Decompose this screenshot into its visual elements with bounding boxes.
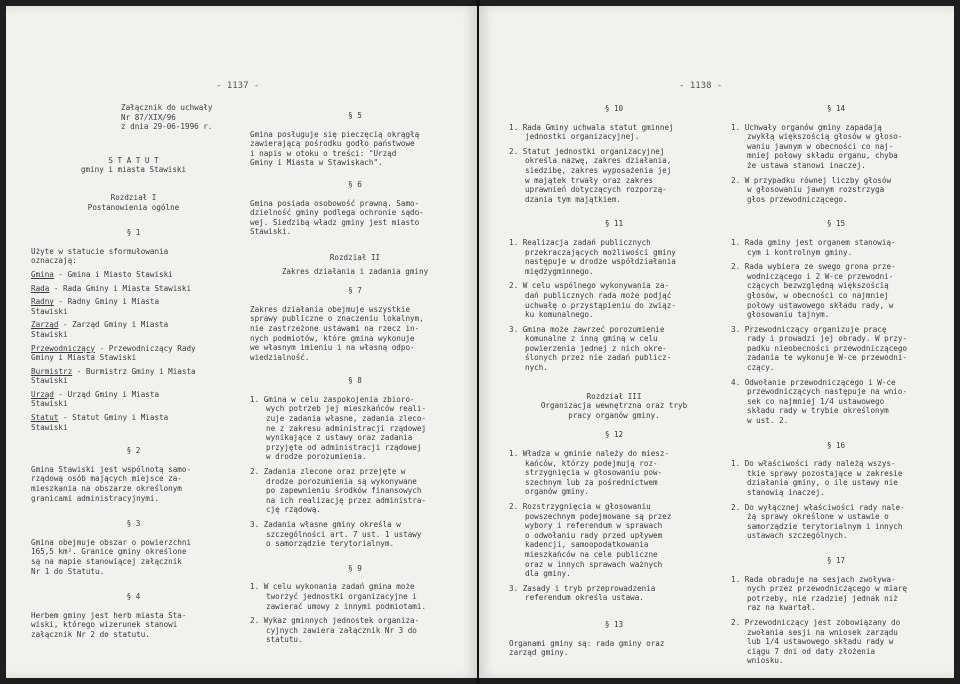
definition-3 [31, 320, 236, 339]
annex-note: Załącznik do uchwały Nr 87/XIX/96 z dnia 29-06-1996 r. [121, 103, 213, 132]
statute-subtitle: gminy i miasta Stawiski [80, 165, 187, 175]
definition-term: Rada [31, 283, 50, 293]
definition-meaning: - Gmina i Miasto Stawiski [53, 269, 173, 279]
definition-meaning: - Radny Gminy i Miasta [53, 297, 160, 307]
list-item: 2. Rada wybiera ze swego grona prze- wodniczącego i 2 W-ce przewodni- czących bezwzględną większością głosów, w obecności co najmniej połowy ustawowego składu rady, w głosowaniu tajnym. [731, 262, 896, 320]
list-item: 2. Zadania zlecone oraz przejęte w drodze porozumienia są wykonywane po zapewnieniu środków finansowych na ich realizację przez administra- cję rządową. [250, 467, 427, 515]
section-4: § 4 [126, 592, 141, 602]
definition-7 [31, 413, 236, 432]
column-4 [731, 104, 941, 671]
section-10-items [509, 123, 719, 205]
list-item: 2. W przypadku równej liczby głosów w głosowaniu jawnym rozstrzyga głos przewodniczącego. [731, 175, 892, 204]
definition-5 [31, 367, 236, 386]
section-13: § 13 [604, 619, 624, 629]
section-16: § 16 [826, 440, 846, 450]
section-3: § 3 [126, 519, 141, 529]
section-15: § 15 [826, 219, 846, 229]
section-8-items [250, 395, 460, 549]
section-13-text: Organami gminy są: rada gminy oraz zarząd gminy. [509, 638, 665, 658]
definition-term: Gmina [31, 269, 54, 279]
chapter-title: Zakres działania i zadania gminy [281, 266, 429, 276]
definition-meaning: Stawiski [31, 329, 68, 339]
section-17: § 17 [826, 555, 846, 565]
list-item: 2. Wykaz gminnych jednostek organiza- cyjnych zawiera załącznik Nr 3 do statutu. [250, 616, 420, 645]
chapter-title-line-2: pracy organów gminy. [568, 410, 660, 420]
definition-meaning: Stawiski [31, 376, 68, 386]
section-4-text: Herbem gminy jest herb miasta Sta- wiski, którego wizerunek stanowi załącznik Nr 2 do statutu. [31, 610, 187, 639]
chapter-title: Postanowienia ogólne [87, 202, 180, 212]
definition-meaning: Stawiski [31, 422, 68, 432]
section-12-items [509, 449, 719, 603]
left-page [6, 6, 477, 678]
definition-term: Burmistrz [31, 366, 73, 376]
list-item: 1. Rada gminy jest organem stanowią- cym i kontrolnym gminy. [731, 237, 896, 257]
section-11-items [509, 238, 719, 373]
section-5: § 5 [348, 111, 362, 120]
section-9-items [250, 582, 460, 645]
list-item: 1. Uchwały organów gminy zapadają zwykłą większością głosów w głoso- waniu jawnym w obecności co naj- mniej połowy składu organu, chyba że ustawa stanowi inaczej. [731, 122, 903, 170]
definition-meaning: - Urząd Gminy i Miasta [53, 389, 160, 399]
section-12: § 12 [604, 430, 624, 440]
column-3 [509, 104, 719, 658]
section-15-items [731, 238, 941, 426]
definition-4 [31, 344, 236, 363]
list-item: 3. Zasady i tryb przeprowadzenia referendum określa ustawa. [509, 583, 656, 603]
right-page [479, 6, 954, 678]
column-1: Załącznik do uchwały Nr 87/XIX/96 z dnia 29-06-1996 r. S T A T U T gminy i miasta Stawiski Rozdział I Postanowienia ogólne § 1 Użyte w statucie sformułowania oznaczają: Gmina - Gmina i Miasto Stawiski Rada - Rada Gminy i Miasta Stawiski Radny - Radny Gminy i Miasta Stawiski Zarząd - Zarząd Gminy i Miasta Stawiski Przewodniczący - Przewodniczący Rady Gminy i Miasta Stawiski Burmistrz - Burmistrz Gminy i Miasta Stawiski Urząd - Urząd Gminy i Miasta Stawiski Statut - Statut Gminy i Miasta Stawiski § 2 Gmina Stawiski jest wspólnotą samo- rządową osób mających miejsce za- mieszkania na obszarze określonym granicami administracyjnymi. § 3 Gmina obejmuje obszar o powierzchni 165,5 km². Granice gminy określone są na mapie stanowiącej załącznik Nr 1 do Statutu. § 4 Herbem gminy jest herb miasta Sta- wiski, którego wizerunek stanowi załącznik Nr 2 do statutu. [31, 103, 236, 640]
section-6-text: Gmina posiada osobowość prawną. Samo- dzielność gminy podlega ochronie sądo- wej. Siedzibą władz gminy jest miasto Stawiski. [250, 198, 424, 237]
section-8: § 8 [348, 376, 362, 386]
section-2-text: Gmina Stawiski jest wspólnotą samo- rządową osób mających miejsce za- mieszkania na obszarze określonym granicami administracyjnymi. [31, 464, 192, 503]
section-17-items [731, 575, 941, 666]
list-item: 3. Zadania własne gminy określa w szczególności art. 7 ust. 1 ustawy o samorządzie terytorialnym. [250, 520, 422, 549]
list-item: 1. Gmina w celu zaspokojenia zbioro- wych potrzeb jej mieszkańców reali- zuje zadania własne, zadania zleco- ne z zakresu administracji rządowej wynikające z ustawy oraz zadania przyjęte od administracji rządowej w drodze porozumienia. [250, 394, 427, 462]
list-item: 2. Do wyłącznej właściwości rady nale- żą sprawy określone w ustawie o samorządzie terytorialnym i innych ustawach szczególnych. [731, 502, 905, 541]
section-10: § 10 [604, 104, 624, 113]
section-9: § 9 [348, 563, 362, 573]
definition-meaning: - Rada Gminy i Miasta Stawiski [49, 283, 192, 293]
definition-2 [31, 297, 236, 316]
chapter-heading: Rozdział I [110, 192, 157, 202]
chapter-heading: Rozdział II [329, 252, 381, 262]
section-2: § 2 [126, 446, 141, 456]
list-item: 2. Statut jednostki organizacyjnej określa nazwę, zakres działania, siedzibę, zakres wyposażenia jej w majątek trwały oraz zakres uprawnień dotyczących rozporzą- dzania tym majątkiem. [509, 146, 672, 204]
section-1: § 1 [126, 228, 141, 238]
list-item: 1. Władza w gminie należy do miesz- kańców, którzy podejmują roz- strzygnięcia w głosowaniu pow- szechnym lub za pośrednictwem organów gminy. [509, 449, 670, 497]
statute-title: S T A T U T [108, 155, 159, 165]
definition-6 [31, 390, 236, 409]
list-item: 1. Realizacja zadań publicznych przekraczających możliwości gminy następuje w drodze współdziałania międzygminnego. [509, 237, 676, 276]
list-item: 3. Przewodniczący organizuje pracę rady i prowadzi jej obrady. W przy- padku nieobecności przewodniczącego zadania te wykonuje W-ce przewodni- czący. [731, 324, 908, 373]
definition-meaning: - Przewodniczący Rady [95, 343, 196, 353]
definition-meaning: Stawiski [31, 399, 68, 409]
section-14: § 14 [826, 104, 846, 113]
list-item: 1. Do właściwości rady należą wszys- tkie sprawy pozostające w zakresie działania gminy, o ile ustawy nie stanowią inaczej. [731, 459, 903, 497]
list-item: 2. W celu wspólnego wykonywania za- dań publicznych rada może podjąć uchwałę o przystąpieniu do związ- ku komunalnego. [509, 281, 676, 320]
section-5-text: Gmina posługuje się pieczęcią okrągłą zawierającą pośrodku godło państwowe i napis w otoku o treści: "Urząd Gminy i Miasta w Stawiskach". [250, 129, 420, 168]
list-item: 3. Gmina może zawrzeć porozumienie komunalne z inną gminą w celu powierzenia jednej z nich okre- ślonych przez nie zadań publicz- nych. [509, 324, 672, 373]
definition-term: Zarząd [31, 320, 59, 330]
chapter-heading: Rozdział III [586, 391, 642, 401]
list-item: 2. Przewodniczący jest zobowiązany do zwołania sesji na wniosek zarządu lub 1/4 ustawowego składu rady w ciągu 7 dni od daty złożenia wniosku. [731, 617, 901, 666]
column-2 [250, 111, 460, 650]
definition-0 [31, 270, 236, 280]
section-11: § 11 [604, 219, 624, 229]
definition-meaning: - Burmistrz Gminy i Miasta [72, 366, 196, 376]
section-3-text: Gmina obejmuje obszar o powierzchni 165,5 km². Granice gminy określone są na mapie stanowiącej załącznik Nr 1 do Statutu. [31, 537, 192, 576]
list-item: 1. Rada Gminy uchwala statut gminnej jednostki organizacyjnej. [509, 122, 674, 142]
section-16-items [731, 459, 941, 541]
definition-term: Radny [31, 297, 54, 307]
section-14-items [731, 123, 941, 205]
definition-term: Urząd [31, 389, 54, 399]
definition-meaning: - Zarząd Gminy i Miasta [58, 320, 169, 330]
list-item: 4. Odwołanie przewodniczącego i W-ce przewodniczących następuje na wnio- sek co najmniej 1/4 ustawowego składu rady w trybie określonym w ust. 2. [731, 377, 908, 426]
definition-meaning: Stawiski [31, 306, 68, 316]
definition-1 [31, 284, 236, 294]
definition-term: Przewodniczący [31, 343, 96, 353]
definition-term: Statut [31, 413, 59, 423]
chapter-title-line-1: Organizacja wewnętrzna oraz tryb [540, 401, 688, 411]
section-6: § 6 [348, 179, 362, 189]
page-number: - 1137 - [216, 81, 260, 91]
section-7-text: Zakres działania obejmuje wszystkie sprawy publiczne o znaczeniu lokalnym, nie zastrzeżone ustawami na rzecz in- nych podmiotów, które gmina wykonuje we własnym imieniu i na własną odpo- wiedzialność. [250, 304, 424, 362]
section-7: § 7 [348, 286, 362, 296]
definitions-list [31, 270, 236, 432]
list-item: 1. W celu wykonania zadań gmina może tworzyć jednostki organizacyjne i zawierać umowy z innymi podmiotami. [250, 582, 427, 611]
definition-meaning: Gminy i Miasta Stawiski [31, 353, 137, 363]
list-item: 1. Rada obraduje na sesjach zwoływa- nych przez przewodniczącego w miarę potrzeby, nie rzadziej jednak niż raz na kwartał. [731, 574, 908, 613]
list-item: 2. Rozstrzygnięcia w głosowaniu powszechnym podejmowane są przez wybory i referendum w sprawach o odwołaniu rady przed upływem kadencji, samoopodatkowania mieszkańców na cele publiczne oraz w innych sprawach ważnych dla gminy. [509, 502, 672, 579]
page-number: - 1138 - [679, 81, 723, 91]
definition-meaning: - Statut Gminy i Miasta [58, 413, 169, 423]
